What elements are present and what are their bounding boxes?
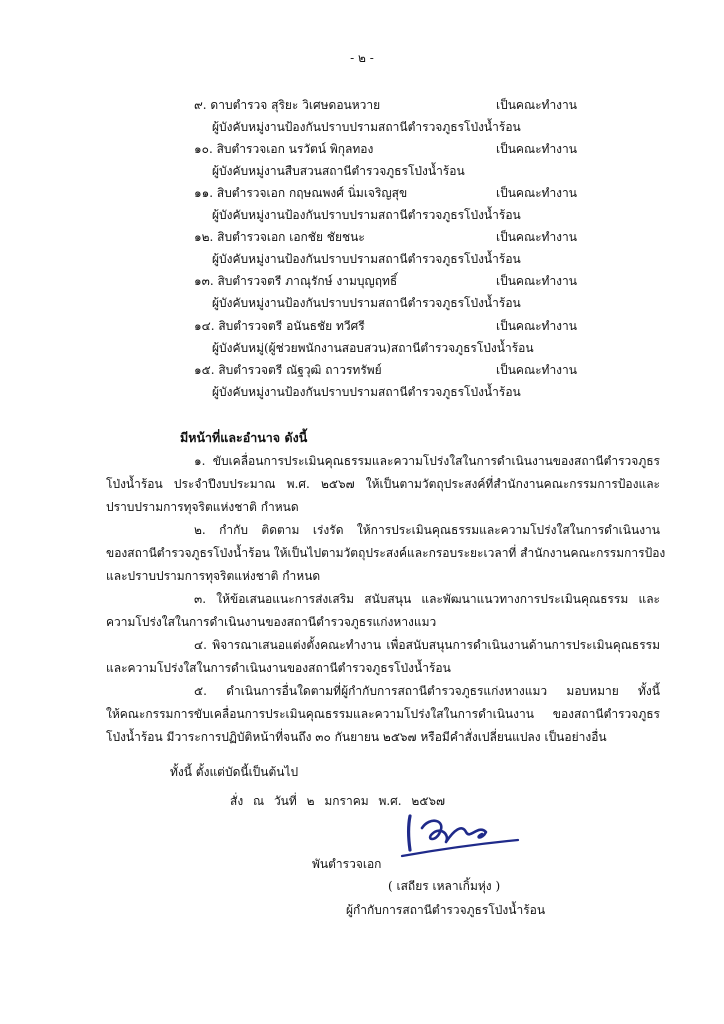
duty-line: โป่งน้ำร้อน มีวาระการปฏิบัติหน้าที่จนถึง ๓๐ กันยายน ๒๕๖๗ หรือมีคำสั่งเปลี่ยนแปลง เป็นอย่างอื่น [106,730,607,744]
member-name: ๑๕. สิบตำรวจตรี ณัฐวุฒิ ถาวรทรัพย์ [194,363,382,377]
duty-line: และความโปร่งใสในการดำเนินงานของสถานีตำรวจภูธรโป่งน้ำร้อน [106,661,451,675]
duty-line: ปราบปรามการทุจริตแห่งชาติ กำหนด [106,500,299,514]
handwritten-signature [396,810,526,866]
duty-line: ๓. ให้ข้อเสนอแนะการส่งเสริม สนับสนุน และพัฒนาแนวทางการประเมินคุณธรรม และ [194,592,660,606]
member-name: ๑๑. สิบตำรวจเอก กฤษณพงศ์ นิ่มเจริญสุข [194,186,408,200]
member-position: ผู้บังคับหมู่งานป้องกันปราบปรามสถานีตำรวจภูธรโป่งน้ำร้อน [212,208,521,222]
member-role: เป็นคณะทำงาน [496,363,577,377]
member-position: ผู้บังคับหมู่งานป้องกันปราบปรามสถานีตำรวจภูธรโป่งน้ำร้อน [212,296,521,310]
member-role: เป็นคณะทำงาน [496,98,577,112]
duty-line: ๒. กำกับ ติดตาม เร่งรัด ให้การประเมินคุณธรรมและความโปร่งใสในการดำเนินงาน [194,523,660,537]
member-role: เป็นคณะทำงาน [496,274,577,288]
member-name: ๑๒. สิบตำรวจเอก เอกชัย ชัยชนะ [194,230,365,244]
duty-line: ๑. ขับเคลื่อนการประเมินคุณธรรมและความโปร่งใสในการดำเนินงานของสถานีตำรวจภูธร [194,454,660,468]
signer-name: ( เสถียร เหลาเกิ้มหุ่ง ) [388,879,501,893]
page-number: - ๒ - [350,51,374,65]
member-role: เป็นคณะทำงาน [496,319,577,333]
signer-title: ผู้กำกับการสถานีตำรวจภูธรโป่งน้ำร้อน [346,903,546,917]
duty-line: ๔. พิจารณาเสนอแต่งตั้งคณะทำงาน เพื่อสนับสนุนการดำเนินงานด้านการประเมินคุณธรรม [194,638,660,652]
member-name: ๑๔. สิบตำรวจตรี อนันธชัย ทวีศรี [194,319,365,333]
member-role: เป็นคณะทำงาน [496,142,577,156]
duty-line: และปราบปรามการทุจริตแห่งชาติ กำหนด [106,569,321,583]
duty-line: โป่งน้ำร้อน ประจำปีงบประมาณ พ.ศ. ๒๕๖๗ ให้เป็นตามวัตถุประสงค์ที่สำนักงานคณะกรรมการป้องและ [106,477,660,491]
member-position: ผู้บังคับหมู่งานป้องกันปราบปรามสถานีตำรวจภูธรโป่งน้ำร้อน [212,120,521,134]
duties-heading: มีหน้าที่และอำนาจ ดังนี้ [180,430,308,445]
member-name: ๑๐. สิบตำรวจเอก นรวัตน์ พิกุลทอง [194,142,374,156]
member-role: เป็นคณะทำงาน [496,186,577,200]
duty-line: ของสถานีตำรวจภูธรโป่งน้ำร้อน ให้เป็นไปตามวัตถุประสงค์และกรอบระยะเวลาที่ สำนักงานคณะกรรมการป้อง [106,546,666,560]
duty-line: ๕. ดำเนินการอื่นใดตามที่ผู้กำกับการสถานีตำรวจภูธรแก่งหางแมว มอบหมาย ทั้งนี้ [194,684,660,698]
given-date: สั่ง ณ วันที่ ๒ มกราคม พ.ศ. ๒๕๖๗ [230,794,446,808]
member-position: ผู้บังคับหมู่งานสืบสวนสถานีตำรวจภูธรโป่งน้ำร้อน [212,164,465,178]
signer-rank: พันตำรวจเอก [312,857,382,871]
duty-line: ให้คณะกรรมการขับเคลื่อนการประเมินคุณธรรมและความโปร่งใสในการดำเนินงาน ของสถานีตำรวจภูธร [106,707,660,721]
member-position: ผู้บังคับหมู่(ผู้ช่วยพนักงานสอบสวน)สถานีตำรวจภูธรโป่งน้ำร้อน [212,341,534,355]
member-position: ผู้บังคับหมู่งานป้องกันปราบปรามสถานีตำรวจภูธรโป่งน้ำร้อน [212,385,521,399]
member-name: ๑๓. สิบตำรวจตรี ภาณุรักษ์ งามบุญฤทธิ์ [194,274,398,288]
member-name: ๙. ดาบตำรวจ สุริยะ วิเศษดอนหวาย [194,98,381,112]
member-role: เป็นคณะทำงาน [496,230,577,244]
effective-clause: ทั้งนี้ ตั้งแต่บัดนี้เป็นต้นไป [170,765,299,779]
duty-line: ความโปร่งใสในการดำเนินงานของสถานีตำรวจภูธรแก่งหางแมว [106,615,437,629]
member-position: ผู้บังคับหมู่งานป้องกันปราบปรามสถานีตำรวจภูธรโป่งน้ำร้อน [212,252,521,266]
